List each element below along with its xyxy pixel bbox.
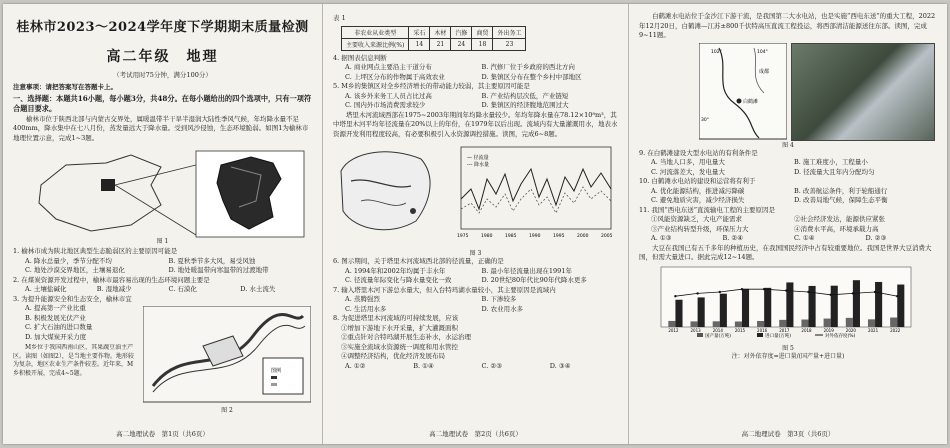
question-1: 1. 榆林市成为陕北地区典型生态脆弱区的主要原因可能是 [13,247,178,255]
q4-option-d[interactable]: D. 集镇区分布在整个乡村中部地区 [481,72,582,81]
table-cell: 14 [409,38,430,50]
question-5: 5. M乡的集镇区对全乡经济增长的带动能力较弱，其主要原因可能是 [333,82,530,90]
q11-option-c[interactable]: C. ①④ [794,234,815,242]
q2-options [25,285,312,295]
table-cell: 23 [493,38,526,50]
q6-options-row2 [345,276,618,286]
q5-option-b[interactable]: B. 产业结构层次低，产业链短 [481,91,569,100]
svg-text:图例: 图例 [271,368,282,374]
q4-option-b[interactable]: B. 汽修厂位于乡政府的西北方向 [481,63,575,71]
fig3-tick-label: 1975 [457,234,469,239]
fig5-legend-import: 进口量(万吨) [765,333,792,339]
q3-and-figure-2 [3,304,322,414]
q7-options-row2 [345,305,618,315]
table-header-quarry: 采石 [409,26,430,38]
x-tick-label: 2018 [801,327,812,333]
q7-option-d[interactable]: D. 农业用水多 [481,304,524,313]
q9-option-d[interactable]: D. 径流量大且年内分配均匀 [794,167,875,176]
runoff-series-line [461,169,611,209]
table-row-label: 主要收入来源比例(%) [342,38,409,50]
q9-option-b[interactable]: B. 施工难度小，工程量小 [794,158,868,166]
intro-passage: 榆林市位于陕西北部与内蒙古交界处，属暖温带半干旱半湿润大陆性季风气候，年均降水量不足400mm，降水集中在七八月份，蒸发量远大于降水量。受到风沙侵蚀，生态环境脆弱。如图1为榆林市地理位置示意，完成1~3题。 [13,114,309,142]
question-10: 10. 白鹤滩水电站的建设和运营将有利于 [639,177,756,185]
fig5-caption: 图 5 [782,344,794,352]
fig4-lon-102: 102° [711,49,722,55]
q10-options-row2 [651,196,937,206]
q2-option-b[interactable]: B. 湿地减少 [96,285,132,293]
q3-option-c[interactable]: C. 扩大石油的进口数量 [25,323,93,331]
q11-items-row1 [651,215,937,225]
domestic-bar [713,321,720,327]
map-figure-4 [699,43,787,143]
income-table [341,26,526,51]
import-bar [675,299,682,326]
q11-item-3: ③产业结构转型升级，环保压力大 [651,224,749,233]
question-11: 11. 我国“西电东送”直流输电工程的主要原因是 [639,205,776,214]
exam-title: 桂林市2023～2024学年度下学期期末质量检测 [16,20,309,35]
q10-option-b[interactable]: B. 改善航运条件，利于轮船通行 [794,186,888,195]
domestic-bar [779,319,786,326]
figure-3 [323,139,628,257]
q11-options [651,234,937,244]
fig2-caption: 图 2 [221,407,233,414]
fig3-tick-label: 1985 [505,234,517,239]
fig4-caption: 图 4 [782,141,794,149]
q3-option-a[interactable]: A. 提高第一产业比重 [25,304,86,312]
question-8: 8. 为促进塔里木河流域的可持续发展，应该 [333,314,459,322]
x-tick-label: 2019 [823,327,834,333]
q1-options-row2 [25,266,312,276]
q11-items-row2 [651,225,937,235]
fig1-caption: 图 1 [156,238,169,245]
page1-footer: 高二地理试卷 第1页（共6页） [116,430,209,438]
q11-item-2: ②社会经济发达，能源供应紧张 [794,215,885,223]
domestic-bar [735,321,742,327]
page-1 [3,4,323,444]
q6-option-d[interactable]: D. 20世纪80年代比90年代降水更多 [481,276,587,284]
fig5-legend-domestic: 国产量(万吨) [705,333,732,339]
q10-option-a[interactable]: A. 优化能源结构，推进减污降碳 [651,186,745,195]
import-bar [742,288,749,326]
domestic-bar [824,318,831,326]
figure-5 [629,265,947,361]
q4-option-a[interactable]: A. 商业网点主要沿主干道分布 [345,63,432,71]
exam-note: （考试用时75分钟，满分100分） [113,71,212,79]
q3-option-d[interactable]: D. 加大煤炭开采力度 [25,332,87,341]
x-tick-label: 2020 [845,327,856,333]
q8-item-3: ③实施全流域水资源统一调度和用水管控 [341,342,458,351]
yulin-location-marker [101,179,115,191]
page-3 [629,4,947,444]
line-chart-figure-3 [441,139,621,249]
q8-item-1: ①增加下游地下水开采量，扩大灌溉面积 [341,323,458,332]
q1-option-b[interactable]: B. 夏秋季节多大风，易受风蚀 [168,256,256,265]
q5-option-c[interactable]: C. 国内外市场消费需求较少 [345,101,426,109]
q9-options-row1 [651,158,937,168]
table-header-trade: 商贸 [472,26,493,38]
question-2: 2. 在煤炭资源开发过程中，榆林市最容易出现的生态环境问题主要是 [13,275,210,284]
q8-option-a[interactable]: A. ①② [345,361,366,370]
q5-option-d[interactable]: D. 集镇区的经济腹地范围过大 [481,101,569,109]
import-bar [698,297,705,327]
q9-option-c[interactable]: C. 河流落差大，发电量大 [651,167,725,176]
table-cell: 21 [430,38,451,50]
passage-5: 大豆在我国已有五千多年的种植历史，在我国国民经济中占有较重要地位。我国是世界大豆消费大国，但需大量进口。据此完成12~14题。 [639,243,932,261]
x-tick-label: 2012 [668,327,679,333]
x-tick-label: 2016 [757,327,768,333]
figure-4 [629,41,947,149]
q8-option-c[interactable]: C. ②③ [481,361,503,370]
q2-option-a[interactable]: A. 土壤盐碱化 [25,285,67,293]
domestic-bar [868,319,875,327]
question-6: 6. 图示期间，关于塔里木河流域西北部的径流量，正确的是 [333,257,504,265]
q3-options [25,304,145,342]
fig3-caption: 图 3 [469,250,482,257]
x-tick-label: 2017 [779,327,790,333]
q5-options-row1 [345,92,618,102]
fig3-tick-label: 1980 [481,234,493,239]
import-bar [875,281,882,326]
table-header-migrant-work: 外出务工 [493,26,526,38]
passage-3: 塔里木河流域西部在1975~2003年期间年均降水量较少。年均年降水量在78.12×10⁸m³，其中塔里木河平均年径流量在20%以上的年份，在1979年以后出现。流域内有大量灌溉用水，地表水资源开发利用程度较高，有必要积极引入水资源调控措施。读图，完成6~8题。 [333,110,618,138]
section-1-heading: 一、选择题：本题共16小题，每小题3分，共48分。在每小题给出的四个选项中，只有一项符合题目要求。 [13,93,312,113]
fig4-lat-30: 30° [701,117,709,123]
q8-options [345,362,618,372]
q9-options-row2 [651,168,937,178]
q10-options-row1 [651,187,937,197]
domestic-bar [691,321,698,327]
x-tick-label: 2015 [734,327,746,333]
fig5-legend-dependency: 对外依存度(%) [825,333,856,339]
q8-item-4: ④调整经济结构，优化经济发展布局 [341,352,445,360]
question-3: 3. 为提升能源安全和生态安全，榆林市宜 [13,294,132,303]
q6-options-row1 [345,267,618,277]
x-tick-label: 2022 [890,327,901,333]
domestic-bar [801,319,808,326]
q11-option-a[interactable]: A. ①③ [651,234,672,242]
q2-option-d[interactable]: D. 水土流失 [240,285,276,293]
fig4-label-baihetan: 白鹤滩 [743,98,759,105]
import-bar [897,284,904,326]
q1-option-a[interactable]: A. 降水总量少，季节分配不均 [25,256,112,265]
table-label: 表 1 [333,14,346,22]
question-4: 4. 据图表信息判断 [333,53,387,62]
fig4-lon-104: 104° [757,49,768,55]
q5-option-a[interactable]: A. 该乡外来务工人员占比过高 [345,91,432,100]
q7-option-a[interactable]: A. 蒸腾强烈 [345,295,380,303]
question-9: 9. 在白鹤滩建设大型水电站的有利条件是 [639,148,758,157]
notice: 注意事项：请把答案写在答题卡上。 [13,83,117,91]
fig3-tick-label: 1995 [553,234,565,239]
q6-option-b[interactable]: B. 最小年径流量出现在1991年 [481,266,572,275]
x-tick-label: 2013 [690,327,701,333]
q8-option-b[interactable]: B. ①④ [413,361,434,370]
table-cell: 18 [472,38,493,50]
import-bar [786,282,793,327]
q7-option-c[interactable]: C. 生活用水多 [345,304,387,313]
fig3-tick-label: 1990 [529,234,541,239]
table-header-auto-repair: 汽修 [451,26,472,38]
import-bar [853,280,860,327]
import-bar [720,293,727,326]
passage-2: M乡位于我国西南山区，其果蔬豆油主产区。读图（如图2），是当地主要作物。地形较为复杂，地区农业生产条件较差。近年来，M乡积极开展，完成4~5题。 [13,344,134,377]
x-tick-label: 2014 [712,327,723,333]
table-cell: 24 [451,38,472,50]
q3-option-b[interactable]: B. 积极发展光伏产业 [25,313,86,322]
fig3-tick-label: 2000 [577,234,589,239]
figure-1 [3,143,322,247]
q9-option-a[interactable]: A. 当地人口多，用电量大 [651,158,725,166]
table-header-type: 非农业从业类型 [342,26,409,38]
q11-option-b[interactable]: B. ②④ [722,234,744,242]
q8-item-2: ②重点针对合特玛湖开展生态补水，水运治理 [341,333,471,341]
domestic-bar [757,320,764,326]
q4-options-row2 [345,73,618,83]
q11-option-d[interactable]: D. ②③ [865,234,887,242]
q1-options-row1 [25,257,312,267]
q4-options-row1 [345,63,618,73]
fig3-legend-precip: --- 降水量 [467,162,490,168]
passage-4: 白鹤滩水电站位于金沙江下游干流，是我国第二大水电站，也是实施“西电东送”的重大工程，2022年12月20日，白鹤滩—江苏±800千伏特高压直流工程投运，将西部清洁能源送往东部。读图，完成9~11题。 [639,12,936,39]
q6-option-a[interactable]: A. 1994年和2002年均属于丰水年 [345,266,446,275]
q2-option-c[interactable]: C. 石漠化 [168,285,197,293]
q7-options-row1 [345,295,618,305]
exam-subtitle: 高二年级 地理 [106,49,219,65]
q6-option-c[interactable]: C. 径流量年际变化与降水量变化一致 [345,276,452,284]
x-tick-label: 2021 [867,327,879,333]
q7-option-b[interactable]: B. 下渗较多 [481,295,517,303]
q1-option-c[interactable]: C. 地处沙漠交界地区，土壤易退化 [25,266,125,274]
fig3-legend-runoff: — 径流量 [467,155,489,161]
exam-sheet [3,4,947,444]
dam-photo [791,43,935,141]
bar-chart-figure-5 [637,265,937,343]
q1-option-d[interactable]: D. 地处暖温带向寒温带的过渡地带 [168,266,269,274]
domestic-bar [846,317,853,326]
map-figure-3 [331,141,441,241]
map-figure-1 [11,145,311,241]
domestic-bar [890,317,897,326]
import-bar [764,287,771,326]
q10-option-d[interactable]: D. 改善局地气候，保障生态平衡 [794,196,888,204]
import-bar [831,285,838,326]
question-7: 7. 输入塔里木河下游总水量大，但入台特玛湖水量较小，其主要原因是流域内 [333,285,556,294]
page3-footer: 高二地理试卷 第3页（共6页） [741,430,835,438]
map-figure-2 [143,306,311,406]
domestic-bar [668,320,675,326]
page-2 [323,4,629,444]
q11-item-1: ①风能资源缺乏，大电产能需求 [651,215,742,223]
q11-item-4: ④消费水平高，环境承载力高 [794,224,879,233]
q10-option-c[interactable]: C. 避免地质灾害，减少经济损失 [651,196,745,204]
fig3-tick-label: 2005 [601,234,613,239]
fig4-label-chengdu: 成都 [759,68,770,75]
fig5-note: 注：对外依存度=进口量/(国产量+进口量) [731,352,845,360]
q4-option-c[interactable]: C. 上坪区分布的作物属于高效农业 [345,72,445,81]
q8-option-d[interactable]: D. ③④ [549,361,571,370]
q5-options-row2 [345,101,618,111]
table-header-timber: 木材 [430,26,451,38]
page2-footer: 高二地理试卷 第2页（共6页） [429,430,522,438]
